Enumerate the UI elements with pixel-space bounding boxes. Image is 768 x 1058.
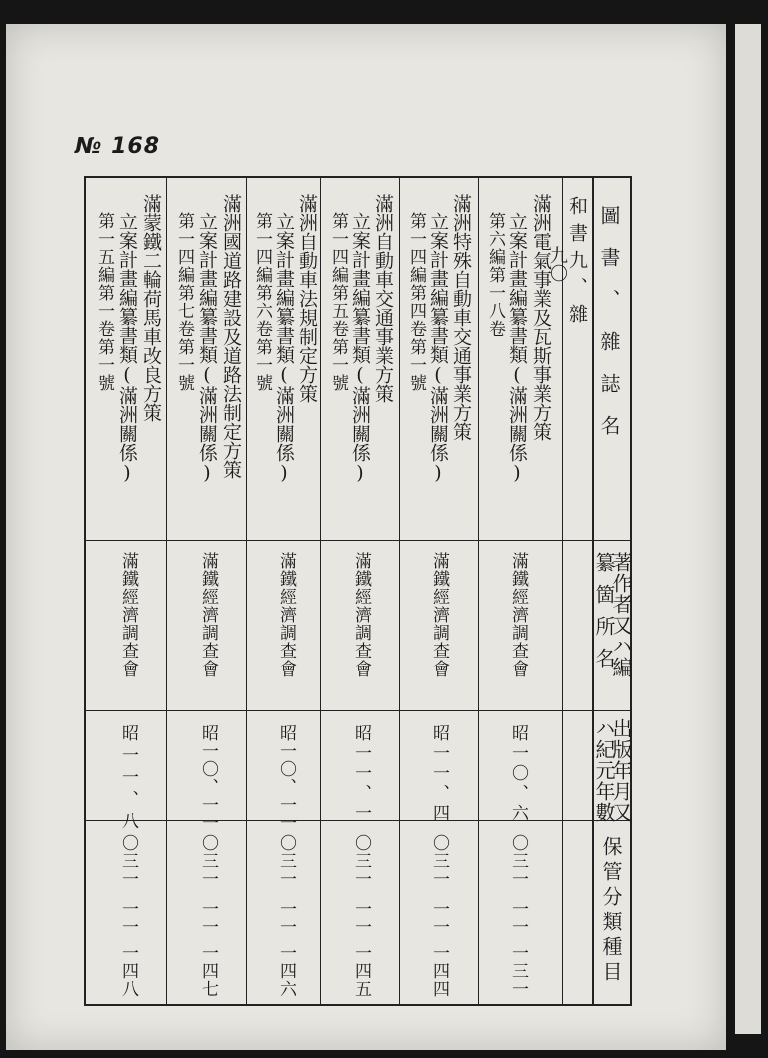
row-3-title-line2: 立案計畫編纂書類(滿洲關係) — [349, 212, 371, 484]
row-5-author: 滿鐵經濟調查會 — [198, 552, 218, 678]
row-6-title-line3: 第一五編第一卷第一號 — [94, 212, 114, 392]
row-4-date: 昭一〇、一一 — [276, 724, 296, 832]
row-4-title-line3: 第一四編第六卷第一號 — [252, 212, 272, 392]
row-2-title-line3: 第一四編第四卷第一號 — [406, 212, 426, 392]
row-1-class-main: 〇三一 — [508, 834, 528, 888]
row-divider-5 — [166, 176, 167, 1006]
row-5-title-line3: 第一四編第七卷第一號 — [174, 212, 194, 392]
row-4-title-line2: 立案計畫編纂書類(滿洲關係) — [273, 212, 295, 484]
row-divider-2 — [399, 176, 400, 1006]
row-6-date: 昭一一、八 — [118, 724, 138, 834]
row-6-class-main: 〇三一 — [118, 834, 138, 888]
page-number: № 168 — [75, 134, 161, 159]
row-divider-3 — [320, 176, 321, 1006]
row-3-class-no: 一四五 — [351, 944, 371, 998]
section-code: 九〇 — [547, 246, 568, 282]
row-5-title-line2: 立案計畫編纂書類(滿洲關係) — [196, 212, 218, 484]
row-2-class-sub: 一一 — [429, 900, 449, 936]
row-1-title-line2: 立案計畫編纂書類(滿洲關係) — [506, 212, 528, 484]
row-3-date: 昭一一、一 — [351, 724, 371, 824]
header-date-line2: ハ紀元年數 — [592, 718, 616, 823]
row-1-author: 滿鐵經濟調查會 — [508, 552, 528, 678]
row-2-class-main: 〇三一 — [429, 834, 449, 888]
row-1-class-sub: 一一 — [508, 900, 528, 936]
row-3-title-line3: 第一四編第五卷第一號 — [328, 212, 348, 392]
row-6-title-line2: 立案計畫編纂書類(滿洲關係) — [116, 212, 138, 484]
row-1-title-line3: 第六編第一八卷 — [485, 212, 505, 338]
header-class: 保管分類種目 — [599, 836, 623, 986]
header-author-line1: 著作者又ハ編 — [609, 552, 633, 678]
header-author-line2: 纂箇所名 — [592, 552, 616, 680]
header-title: 圖書、雜誌名 — [597, 205, 621, 457]
row-5-class-sub: 一一 — [198, 900, 218, 936]
row-4-author: 滿鐵經濟調查會 — [276, 552, 296, 678]
row-5-class-main: 〇三一 — [198, 834, 218, 888]
row-6-class-sub: 一一 — [118, 900, 138, 936]
row-2-date: 昭一一、四 — [429, 724, 449, 824]
row-6-class-no: 一四八 — [118, 944, 138, 998]
row-3-author: 滿鐵經濟調查會 — [351, 552, 371, 678]
row-3-class-main: 〇三一 — [351, 834, 371, 888]
row-1-title-line1: 滿洲電氣事業及瓦斯事業方策 — [530, 194, 552, 441]
left-border — [84, 176, 86, 1006]
row-2-title-line2: 立案計畫編纂書類(滿洲關係) — [427, 212, 449, 484]
row-divider-4 — [246, 176, 247, 1006]
section-label: 和書九、雜 — [566, 196, 588, 331]
row-6-title-line1: 滿蒙鐵二輪荷馬車改良方策 — [140, 194, 162, 422]
next-page-edge — [735, 24, 761, 1034]
row-3-class-sub: 一一 — [351, 900, 371, 936]
row-1-date: 昭一〇、六 — [508, 724, 528, 824]
row-4-class-no: 一四六 — [276, 944, 296, 998]
row-4-class-main: 〇三一 — [276, 834, 296, 888]
row-4-title-line1: 滿洲自動車法規制定方策 — [296, 194, 318, 403]
row-3-title-line1: 滿洲自動車交通事業方策 — [372, 194, 394, 403]
row-divider-1 — [478, 176, 479, 1006]
row-2-class-no: 一四四 — [429, 944, 449, 998]
section-divider — [562, 176, 563, 1006]
row-1-class-no: 一三一 — [508, 944, 528, 998]
row-6-author: 滿鐵經濟調查會 — [118, 552, 138, 678]
row-2-title-line1: 滿洲特殊自動車交通事業方策 — [450, 194, 472, 441]
header-date-line1: 出版年月又 — [609, 718, 633, 823]
row-5-class-no: 一四七 — [198, 944, 218, 998]
row-4-class-sub: 一一 — [276, 900, 296, 936]
row-5-title-line1: 滿洲國道路建設及道路法制定方策 — [220, 194, 242, 479]
row-2-author: 滿鐵經濟調查會 — [429, 552, 449, 678]
row-5-date: 昭一〇、一一 — [198, 724, 218, 832]
